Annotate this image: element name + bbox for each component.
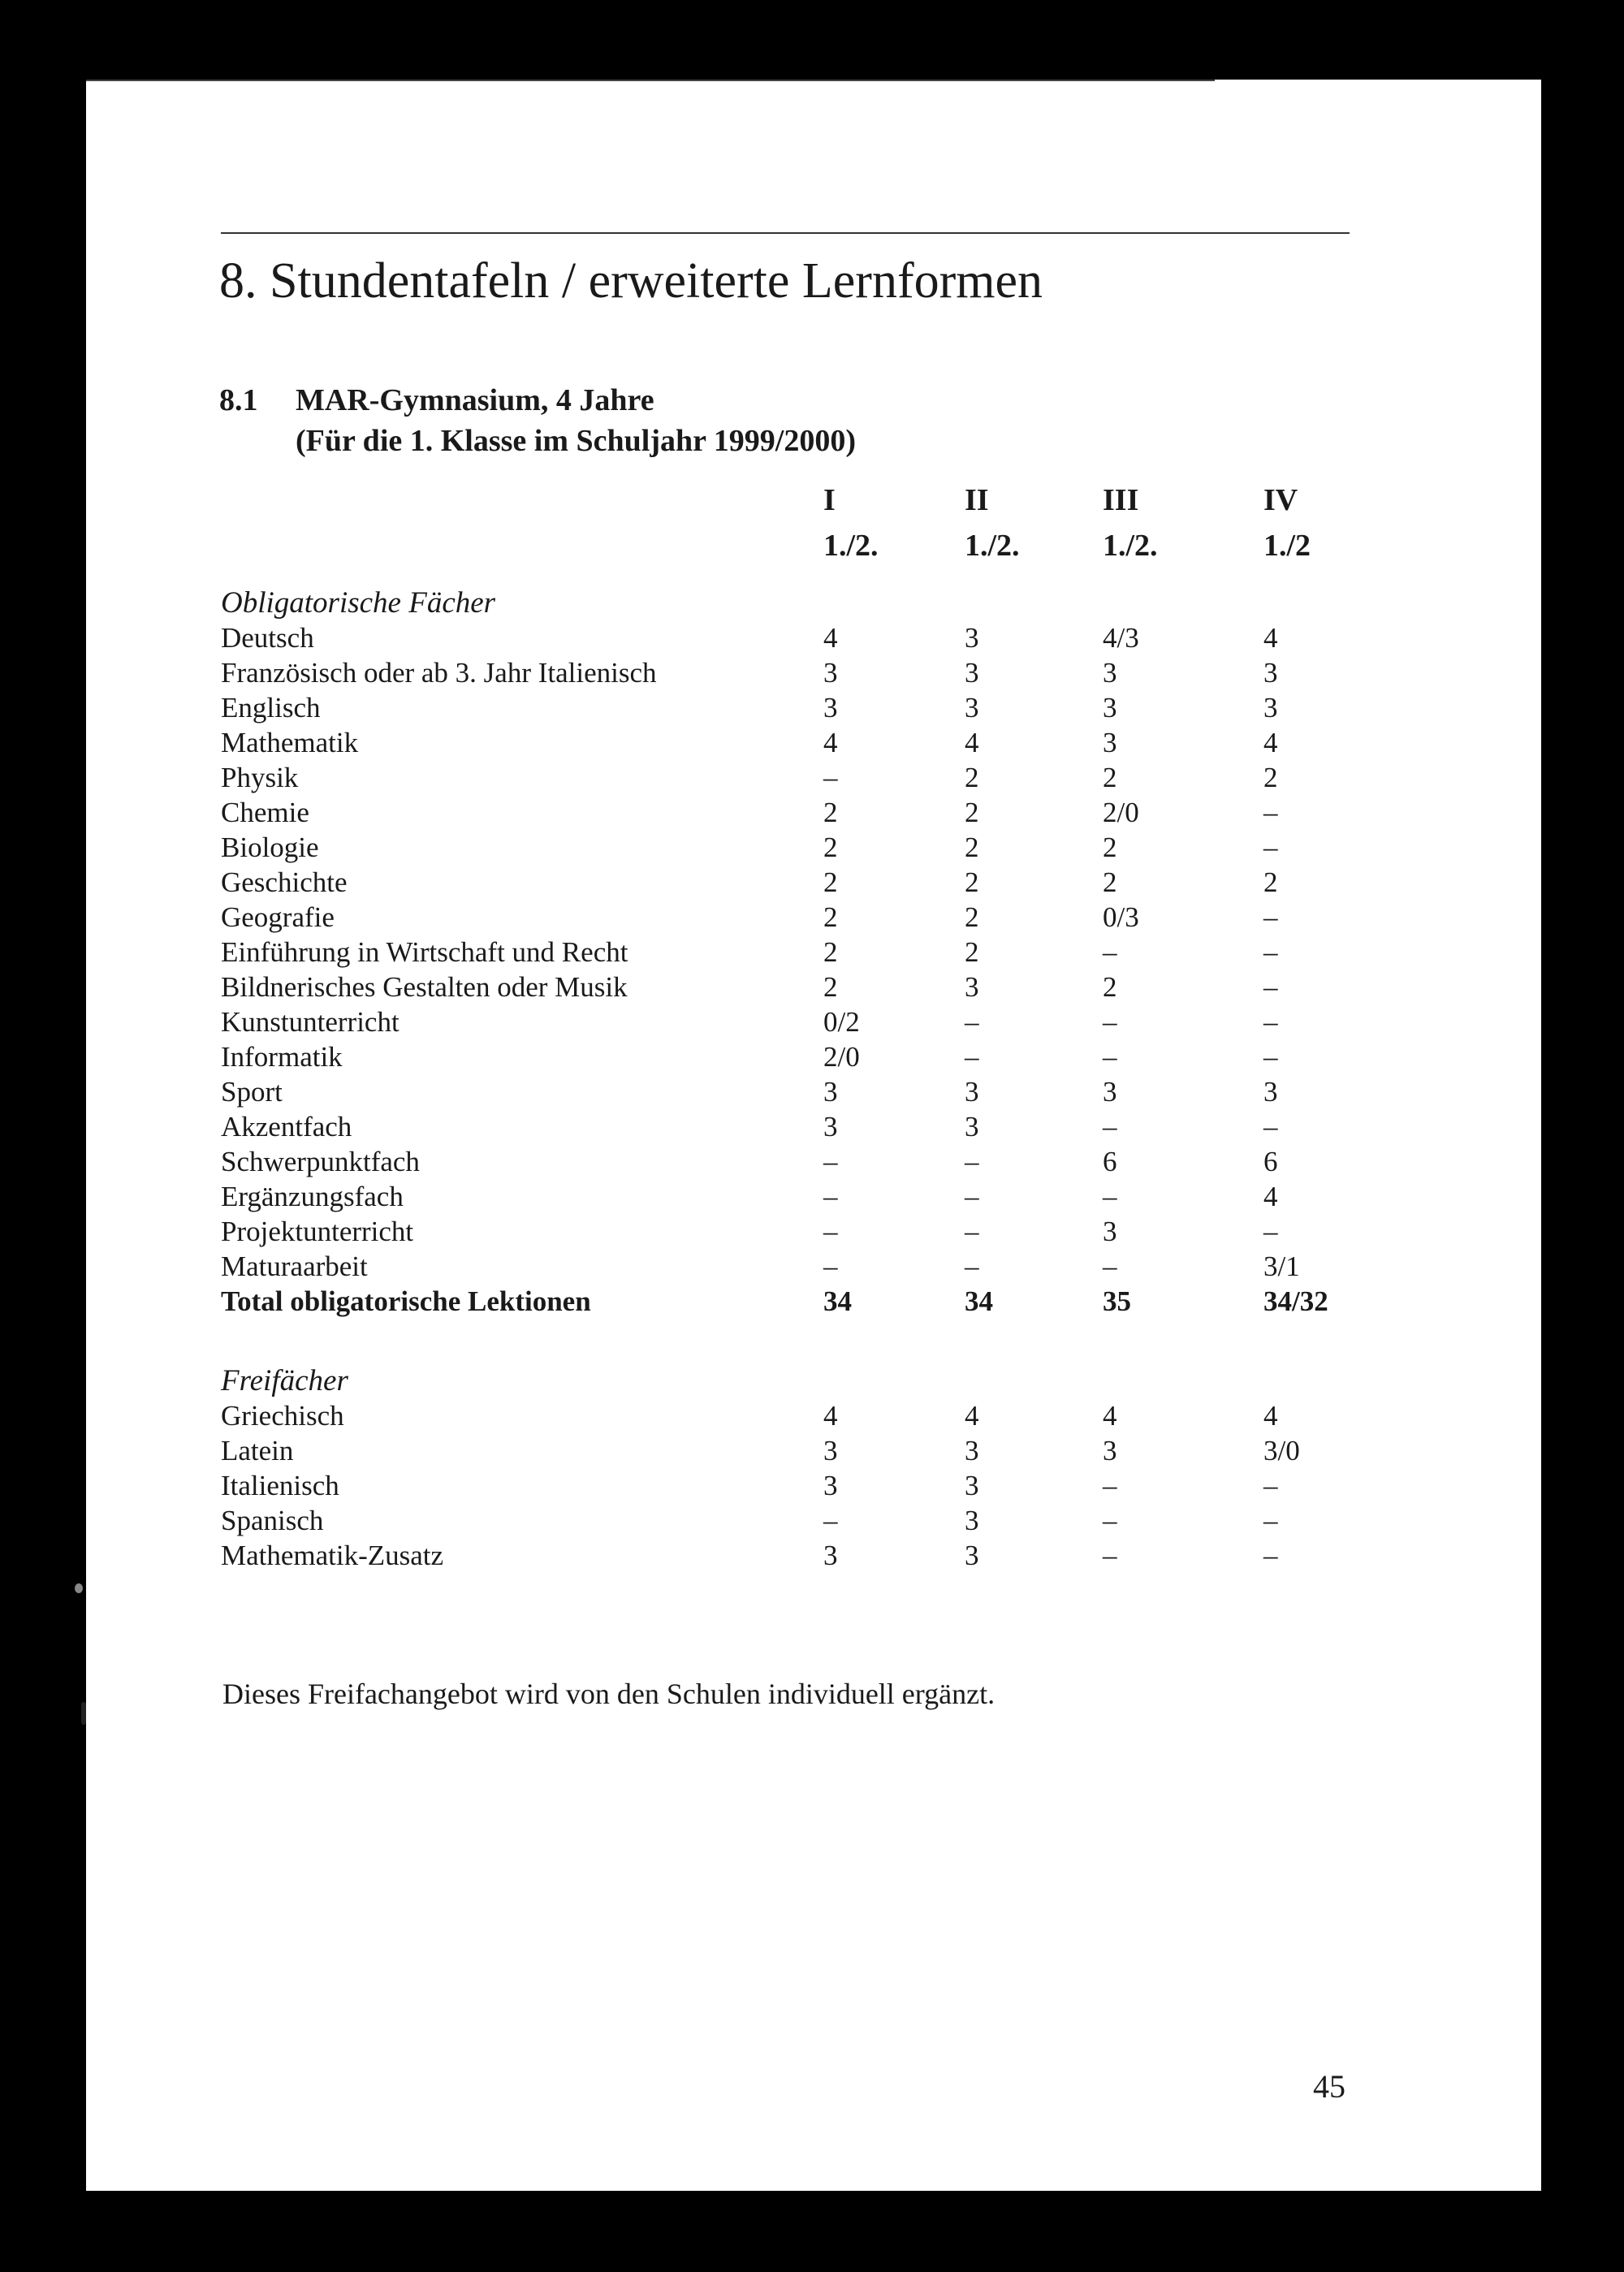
subject-label: Ergänzungsfach — [221, 1181, 404, 1212]
value-cell: – — [1103, 1111, 1117, 1142]
value-cell: – — [1263, 1216, 1278, 1247]
value-cell: 2 — [823, 901, 838, 933]
column-header-1 — [823, 477, 879, 568]
value-cell: 2 — [1103, 971, 1117, 1003]
subject-label: Projektunterricht — [221, 1216, 414, 1247]
value-cell: 6 — [1263, 1146, 1278, 1177]
value-cell: – — [1103, 1470, 1117, 1501]
value-cell: – — [1103, 1540, 1117, 1571]
subject-label: Maturaarbeit — [221, 1250, 368, 1282]
value-cell: 4 — [965, 1400, 979, 1432]
table-row — [86, 1433, 1541, 1468]
subject-label: Chemie — [221, 797, 309, 828]
value-cell: – — [823, 1505, 838, 1536]
value-cell: 2 — [965, 831, 979, 863]
total-cell: 35 — [1103, 1285, 1131, 1317]
table-row — [86, 1214, 1541, 1249]
value-cell: 3 — [823, 657, 838, 689]
value-cell: – — [1263, 1470, 1278, 1501]
value-cell: – — [823, 1216, 838, 1247]
table-row — [86, 830, 1541, 865]
table-row — [86, 620, 1541, 655]
value-cell: 2 — [965, 762, 979, 793]
value-cell: 4 — [1103, 1400, 1117, 1432]
value-cell: – — [965, 1216, 979, 1247]
value-cell: 3 — [965, 1111, 979, 1142]
value-cell: 4/3 — [1103, 622, 1139, 654]
value-cell: – — [965, 1041, 979, 1073]
value-cell: 3 — [965, 1505, 979, 1536]
value-cell: 4 — [1263, 727, 1278, 758]
table-row — [86, 1468, 1541, 1503]
value-cell: – — [1263, 1540, 1278, 1571]
subject-label: Italienisch — [221, 1470, 339, 1501]
value-cell: 4 — [1263, 1400, 1278, 1432]
value-cell: 3 — [1263, 692, 1278, 723]
section-title-line2: (Für die 1. Klasse im Schuljahr 1999/2000) — [296, 424, 857, 458]
scan-speck — [81, 1702, 86, 1725]
total-cell: 34 — [823, 1285, 852, 1317]
subject-label: Physik — [221, 762, 299, 793]
value-cell: – — [965, 1006, 979, 1038]
value-cell: 3 — [965, 1076, 979, 1108]
value-cell: 0/3 — [1103, 901, 1139, 933]
value-cell: 4 — [1263, 622, 1278, 654]
value-cell: – — [823, 1250, 838, 1282]
table-row — [86, 1004, 1541, 1039]
table-row — [86, 690, 1541, 725]
value-cell: 3 — [823, 1076, 838, 1108]
value-cell: 2 — [1263, 866, 1278, 898]
value-cell: 3/0 — [1263, 1435, 1300, 1466]
scan-speck — [75, 1583, 83, 1593]
value-cell: 6 — [1103, 1146, 1117, 1177]
value-cell: 3 — [965, 692, 979, 723]
section-number: 8.1 — [219, 383, 258, 417]
value-cell: – — [823, 762, 838, 793]
chapter-title: 8. Stundentafeln / erweiterte Lernformen — [219, 253, 1043, 309]
total-cell: 34 — [965, 1285, 993, 1317]
value-cell: 0/2 — [823, 1006, 860, 1038]
value-cell: 2 — [1103, 762, 1117, 793]
value-cell: 3 — [1263, 1076, 1278, 1108]
subject-label: Geografie — [221, 901, 335, 933]
subject-label: Informatik — [221, 1041, 343, 1073]
value-cell: 3 — [965, 1470, 979, 1501]
value-cell: 4 — [965, 727, 979, 758]
value-cell: 3 — [823, 692, 838, 723]
table-row — [86, 1538, 1541, 1573]
page-number: 45 — [1313, 2068, 1345, 2105]
value-cell: 2 — [823, 866, 838, 898]
value-cell: – — [1103, 1041, 1117, 1073]
value-cell: 2 — [1263, 762, 1278, 793]
table-row — [86, 1179, 1541, 1214]
document-page — [86, 80, 1541, 2191]
value-cell: – — [1263, 901, 1278, 933]
table-row — [86, 1144, 1541, 1179]
value-cell: 3 — [823, 1435, 838, 1466]
subject-label: Kunstunterricht — [221, 1006, 400, 1038]
value-cell: – — [1263, 1006, 1278, 1038]
column-header-3 — [1103, 477, 1158, 568]
value-cell: 3 — [823, 1540, 838, 1571]
value-cell: 4 — [823, 727, 838, 758]
table-row — [86, 1109, 1541, 1144]
total-cell: 34/32 — [1263, 1285, 1328, 1317]
value-cell: 2 — [823, 831, 838, 863]
table-row — [86, 1398, 1541, 1433]
table-row — [86, 795, 1541, 830]
value-cell: – — [965, 1250, 979, 1282]
value-cell: – — [1263, 797, 1278, 828]
value-cell: 2 — [965, 797, 979, 828]
value-cell: – — [1103, 936, 1117, 968]
value-cell: – — [1103, 1505, 1117, 1536]
value-cell: 2 — [1103, 866, 1117, 898]
value-cell: 3 — [1103, 1216, 1117, 1247]
section-title-line1: MAR-Gymnasium, 4 Jahre — [296, 383, 654, 417]
table-row — [86, 1074, 1541, 1109]
value-cell: 3 — [965, 1435, 979, 1466]
value-cell: 3/1 — [1263, 1250, 1300, 1282]
value-cell: 3 — [1103, 692, 1117, 723]
subject-label: Spanisch — [221, 1505, 324, 1536]
value-cell: 2 — [823, 936, 838, 968]
obligatory-heading: Obligatorische Fächer — [221, 586, 496, 620]
table-row — [86, 900, 1541, 935]
column-year: II — [965, 483, 989, 517]
top-rule — [221, 232, 1350, 234]
column-header-4 — [1263, 477, 1311, 568]
column-header-2 — [965, 477, 1020, 568]
value-cell: – — [1263, 831, 1278, 863]
value-cell: – — [1263, 971, 1278, 1003]
column-year: IV — [1263, 483, 1298, 517]
value-cell: 4 — [823, 1400, 838, 1432]
value-cell: – — [1263, 1041, 1278, 1073]
footnote: Dieses Freifachangebot wird von den Schulen individuell ergänzt. — [222, 1678, 996, 1710]
subject-label: Biologie — [221, 831, 319, 863]
value-cell: 3 — [1103, 657, 1117, 689]
subject-label: Französisch oder ab 3. Jahr Italienisch — [221, 657, 657, 689]
section-heading — [219, 380, 856, 461]
column-semester: 1./2. — [1103, 529, 1158, 563]
value-cell: 3 — [1103, 727, 1117, 758]
value-cell: 3 — [823, 1470, 838, 1501]
value-cell: – — [1103, 1181, 1117, 1212]
value-cell: – — [1263, 1111, 1278, 1142]
table-row — [86, 760, 1541, 795]
value-cell: – — [823, 1146, 838, 1177]
value-cell: 4 — [823, 622, 838, 654]
value-cell: 3 — [1103, 1435, 1117, 1466]
subject-label: Griechisch — [221, 1400, 344, 1432]
value-cell: 3 — [965, 1540, 979, 1571]
value-cell: 2/0 — [1103, 797, 1139, 828]
value-cell: 3 — [823, 1111, 838, 1142]
table-row — [86, 1503, 1541, 1538]
value-cell: 3 — [965, 622, 979, 654]
column-semester: 1./2. — [823, 529, 879, 563]
subject-label: Geschichte — [221, 866, 348, 898]
value-cell: – — [1103, 1250, 1117, 1282]
subject-label: Englisch — [221, 692, 321, 723]
value-cell: 2 — [965, 936, 979, 968]
value-cell: – — [1263, 1505, 1278, 1536]
optional-heading: Freifächer — [221, 1364, 348, 1397]
subject-label: Bildnerisches Gestalten oder Musik — [221, 971, 628, 1003]
value-cell: 4 — [1263, 1181, 1278, 1212]
total-row — [86, 1284, 1541, 1319]
value-cell: – — [1263, 936, 1278, 968]
value-cell: 3 — [1263, 657, 1278, 689]
value-cell: – — [823, 1181, 838, 1212]
table-row — [86, 865, 1541, 900]
value-cell: 2 — [1103, 831, 1117, 863]
value-cell: – — [965, 1146, 979, 1177]
value-cell: 2 — [965, 866, 979, 898]
value-cell: 3 — [965, 971, 979, 1003]
subject-label: Einführung in Wirtschaft und Recht — [221, 936, 628, 968]
subject-label: Latein — [221, 1435, 294, 1466]
value-cell: 3 — [1103, 1076, 1117, 1108]
table-row — [86, 935, 1541, 970]
subject-label: Sport — [221, 1076, 283, 1108]
subject-label: Schwerpunktfach — [221, 1146, 420, 1177]
table-row — [86, 970, 1541, 1004]
column-year: I — [823, 483, 836, 517]
column-semester: 1./2. — [965, 529, 1020, 563]
value-cell: – — [965, 1181, 979, 1212]
table-row — [86, 725, 1541, 760]
table-row — [86, 1249, 1541, 1284]
value-cell: – — [1103, 1006, 1117, 1038]
value-cell: 2 — [823, 797, 838, 828]
subject-label: Deutsch — [221, 622, 314, 654]
subject-label: Mathematik-Zusatz — [221, 1540, 444, 1571]
column-semester: 1./2 — [1263, 529, 1311, 563]
table-row — [86, 655, 1541, 690]
table-top-rule — [86, 80, 1215, 81]
subject-label: Akzentfach — [221, 1111, 352, 1142]
subject-label: Mathematik — [221, 727, 359, 758]
value-cell: 2/0 — [823, 1041, 860, 1073]
value-cell: 2 — [823, 971, 838, 1003]
table-row — [86, 1039, 1541, 1074]
total-label: Total obligatorische Lektionen — [221, 1285, 591, 1317]
value-cell: 2 — [965, 901, 979, 933]
column-year: III — [1103, 483, 1139, 517]
value-cell: 3 — [965, 657, 979, 689]
